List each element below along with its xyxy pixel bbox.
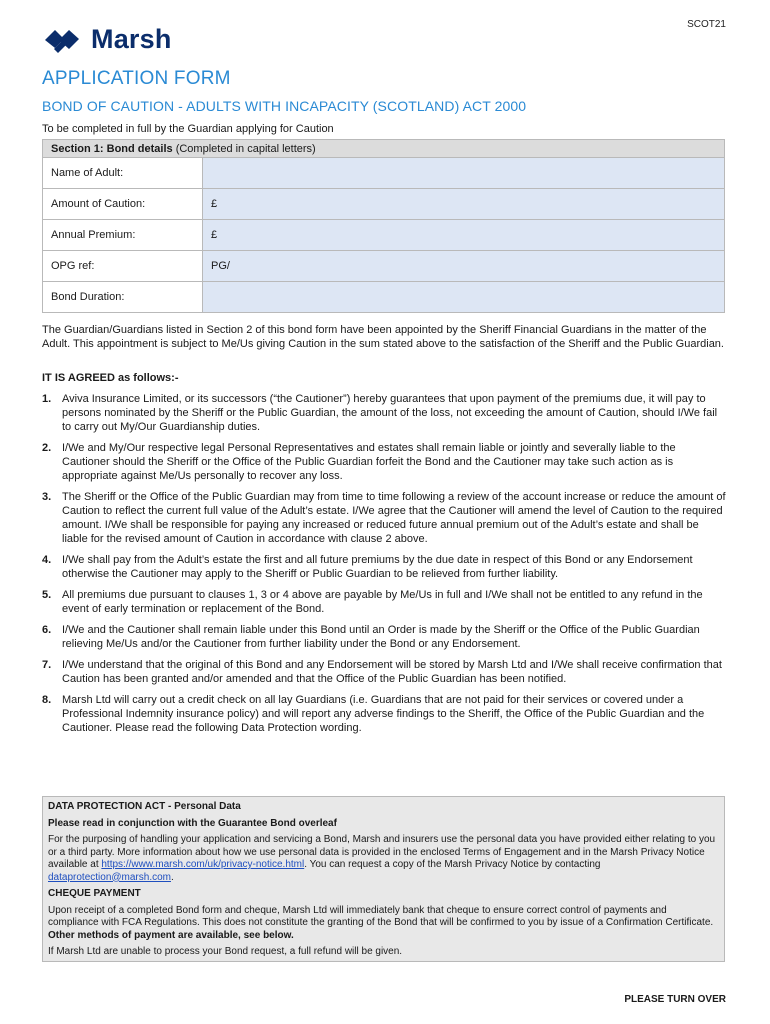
- field-label: Annual Premium:: [43, 220, 203, 251]
- clause-number: 7.: [42, 659, 52, 671]
- dp-body-part2: . You can request a copy of the Marsh Privacy Notice by contacting: [304, 859, 601, 870]
- dp-body-part1: For the purposing of handling your application and servicing a Bond, Marsh and insurers use the personal data you have provided either relating to you or a third party. More information about how we use personal data is provided in the enclosed Terms of Engagement and in the Marsh Privacy Notice available at: [48, 834, 716, 870]
- clause-item: [42, 553, 726, 581]
- field-label: OPG ref:: [43, 251, 203, 282]
- bond-duration-field[interactable]: [203, 282, 725, 313]
- field-label: Amount of Caution:: [43, 189, 203, 220]
- clause-item: [42, 658, 726, 686]
- clause-text: I/We understand that the original of this Bond and any Endorsement will be stored by Marsh Ltd and I/We shall receive confirmation that Caution has been granted and/or amended and that the Office of the Public Guardian has been notified.: [62, 659, 722, 685]
- marsh-logo: [42, 24, 172, 55]
- clause-item: [42, 441, 726, 483]
- section-1-heading: [43, 140, 725, 158]
- clause-number: 2.: [42, 442, 52, 454]
- opg-ref-field[interactable]: PG/: [203, 251, 725, 282]
- please-turn-over: PLEASE TURN OVER: [624, 994, 726, 1005]
- clause-text: All premiums due pursuant to clauses 1, 3 or 4 above are payable by Me/Us in full and I/We shall not be entitled to any refund in the event of early termination or replacement of the Bond.: [62, 589, 703, 615]
- field-label: Bond Duration:: [43, 282, 203, 313]
- field-label: Name of Adult:: [43, 158, 203, 189]
- clause-number: 1.: [42, 393, 52, 405]
- clause-item: [42, 693, 726, 735]
- refund-text: If Marsh Ltd are unable to process your Bond request, a full refund will be given.: [48, 946, 403, 957]
- clause-item: [42, 588, 726, 616]
- cheque-text: [48, 905, 719, 943]
- bond-details-table: [42, 139, 725, 313]
- logo-wordmark: Marsh: [91, 24, 172, 54]
- marsh-logo-icon: [42, 27, 84, 53]
- amount-of-caution-field[interactable]: £: [203, 189, 725, 220]
- clause-text: I/We shall pay from the Adult’s estate the first and all future premiums by the due date in respect of this Bond or any Endorsement otherwise the Cautioner may apply to the Sheriff or Public Guardian to be relieved from further liability.: [62, 554, 693, 580]
- section-1-heading-note: (Completed in capital letters): [172, 142, 316, 155]
- clause-text: Marsh Ltd will carry out a credit check on all lay Guardians (i.e. Guardians that are not paid for their services or covered under a Professional Indemnity insurance policy) and will report any adverse findings to the Sheriff, the Office of the Public Guardian and the Cautioner. Please read the following Data Protection wording.: [62, 694, 705, 734]
- bond-row-amount-of-caution: [43, 189, 725, 220]
- clause-number: 6.: [42, 624, 52, 636]
- cheque-heading: CHEQUE PAYMENT: [48, 888, 141, 899]
- section-1-header: [43, 140, 725, 158]
- page-subtitle: BOND OF CAUTION - ADULTS WITH INCAPACITY (SCOTLAND) ACT 2000: [42, 98, 527, 114]
- dp-heading-rest: - Personal Data: [165, 801, 241, 812]
- bond-row-annual-premium: [43, 220, 725, 251]
- clause-item: [42, 490, 726, 546]
- bond-row-bond-duration: [43, 282, 725, 313]
- guardian-paragraph: The Guardian/Guardians listed in Section 2 of this bond form have been appointed by the Sheriff Financial Guardians in the matter of the Adult. This appointment is subject to Me/Us giving Caution in the sum stated above to the satisfaction of the Sheriff and the Public Guardian.: [42, 324, 724, 350]
- cheque-text-body: Upon receipt of a completed Bond form and cheque, Marsh Ltd will immediately bank that cheque to ensure correct control of payments and compliance with FCA Regulations. This does not constitute the granting of the Bond that will be confirmed to you by issue of a Confirmation Certificate.: [48, 904, 714, 928]
- clause-item: [42, 623, 726, 651]
- dp-body-part3: .: [170, 871, 174, 883]
- bond-row-opg-ref: [43, 251, 725, 282]
- data-protection-box: [42, 796, 725, 962]
- clauses-list: [42, 392, 726, 742]
- annual-premium-field[interactable]: £: [203, 220, 725, 251]
- cheque-text-bold: Other methods of payment are available, see below.: [48, 929, 294, 941]
- agreed-heading: IT IS AGREED as follows:-: [42, 372, 179, 384]
- dp-body: [48, 834, 719, 884]
- clause-text: I/We and the Cautioner shall remain liable under this Bond until an Order is made by the Sheriff or the Office of the Public Guardian relieving Me/Us and/or the Cautioner from further liability under the Bond or any Endorsement.: [62, 624, 700, 650]
- dataprotection-email-link[interactable]: dataprotection@marsh.com: [48, 871, 171, 883]
- clause-item: [42, 392, 726, 434]
- page-title: APPLICATION FORM: [42, 68, 231, 89]
- intro-text: To be completed in full by the Guardian applying for Caution: [42, 123, 334, 135]
- section-1-heading-bold: Section 1: Bond details: [51, 142, 173, 155]
- clause-number: 8.: [42, 694, 52, 706]
- clause-text: Aviva Insurance Limited, or its successors (“the Cautioner”) hereby guarantees that upon payment of the premiums due, it will pay to persons nominated by the Sheriff or the Public Guardian, the amount of the loss, not exceeding the amount of Caution, should I/We fail to carry out My/Our Guardianship duties.: [62, 393, 718, 433]
- clause-text: The Sheriff or the Office of the Public Guardian may from time to time following a review of the account increase or reduce the amount of Caution to reflect the current full value of the Adult’s estate. I/We agree that the Cautioner will amend the level of Caution to the required amount. I/We shall be responsible for paying any increased or reduced future annual premium out of the Adult’s estate and shall be liable for the revised amount of Caution in accordance with clause 2 above.: [62, 491, 726, 545]
- clause-text: I/We and My/Our respective legal Personal Representatives and estates shall remain liable or jointly and severally liable to the Cautioner should the Sheriff or the Office of the Public Guardian forfeit the Bond and the Cautioner may take such action as is appropriate against Me/Us personally to recover any loss.: [62, 442, 676, 482]
- clause-number: 3.: [42, 491, 52, 503]
- privacy-notice-link[interactable]: https://www.marsh.com/uk/privacy-notice.html: [101, 859, 305, 870]
- clause-number: 4.: [42, 554, 52, 566]
- bond-row-name-of-adult: [43, 158, 725, 189]
- dp-heading-bold: DATA PROTECTION ACT: [48, 801, 166, 812]
- name-of-adult-field[interactable]: [203, 158, 725, 189]
- form-code: SCOT21: [687, 19, 726, 30]
- dp-heading: [48, 801, 719, 814]
- dp-read-note: Please read in conjunction with the Guarantee Bond overleaf: [48, 817, 337, 829]
- clause-number: 5.: [42, 589, 52, 601]
